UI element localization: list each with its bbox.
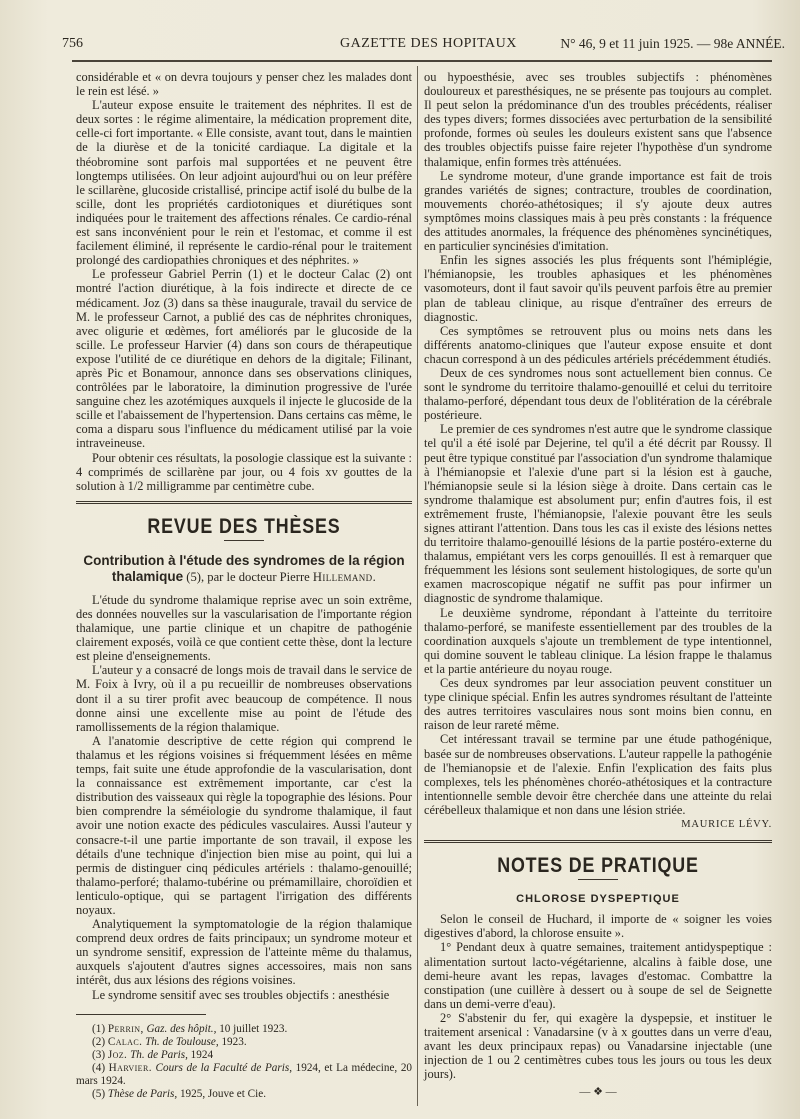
paragraph: L'auteur expose ensuite le traitement des néphrites. Il est de deux sortes : le régime alimentaire, la médication proprement dite, celle-ci fort importante. « Elle consiste, avant tout, dans le maintien de la diurèse et de la tonicité cardiaque. La digitale et la théobromine sont parfois mal supportées et ne peuvent être longtemps utilisées. On leur adjoint aujourd'hui ou on leur préfère le scillarène, glucoside cristallisé, principe actif isolé du bulbe de la scille, dont les propriétés cardiotoniques et diurétiques sont indiquées pour le traitement des affections rénales. Ce cardio-rénal est sans inconvénient pour le rein et l'estomac, et comme il est facilement éliminé, il représente le cardio-rénal pour le traitement prolongé des cardiopathies chroniques et des néphrites. » <box>76 98 412 268</box>
paragraph: Le premier de ces syndromes n'est autre que le syndrome classique tel qu'il a été isolé par Dejerine, tel qu'il a été décrit par Roussy. Il peut être typique constitué par l'association d'un syndrome thalamique à l'hémianopsie et l'alexie d'une part si la lésion est à gauche, l'hémianopsie seule si la lésion siège à droite. Dans certain cas le syndrome thalamique est absolument pur; enfin d'autres fois, il est extrêmement fruste, l'hémianopsie, l'alexie pouvant être les seuls signes attirant l'attention. Dans tous les cas il existe des lésions nettes du territoire thalamo-genouillé lésions de la partie postéro-externe du thalamus, empiétant vers les corps genouillés. Il est à remarquer que fréquemment les lésions sont seulement histologiques, de sorte qu'un examen macroscopique négatif ne suffit pas pour infirmer un diagnostic de syndrome thalamique. <box>424 422 772 606</box>
newspaper-title: GAZETTE DES HOPITAUX <box>340 36 517 51</box>
section-title-revue-des-theses: REVUE DES THÈSES <box>147 514 341 538</box>
article-heading <box>76 553 412 585</box>
author-signature: MAURICE LÉVY. <box>681 818 772 830</box>
paragraph: Le syndrome moteur, d'une grande importance est fait de trois grandes variétés de signes; contracture, troubles de coordination, mouvements choréo-athétosiques; il s'y ajoute deux autres symptômes moins classiques mais à peu près constants : la fréquence des attitudes anormales, la fréquence des phénomènes syncinétiques, en particulier syncinésies d'imitation. <box>424 168 772 254</box>
subheading: CHLOROSE DYSPEPTIQUE <box>516 893 680 906</box>
section-rule <box>76 501 412 504</box>
footnote: (2) Calac. Th. de Toulouse, 1923. <box>92 1035 247 1048</box>
left-column <box>76 70 412 1101</box>
paragraph: Selon le conseil de Huchard, il importe de « soigner les voies digestives d'abord, la chlorose ensuite ». <box>424 912 772 941</box>
paragraph: Le deuxième syndrome, répondant à l'atteinte du territoire thalamo-perforé, se manifeste essentiellement par des troubles de la coordination auxquels s'ajoute un tremblement de type intentionnel, qui domine souvent le tableau clinique. La lésion frappe le thalamus et la partie antérieure du noyau rouge. <box>424 605 772 676</box>
footnote: (1) Perrin, Gaz. des hôpit., 10 juillet 1923. <box>92 1022 288 1035</box>
paragraph: Le professeur Gabriel Perrin (1) et le docteur Calac (2) ont montré l'action diurétique, à la fois indirecte et directe de ce médicament. Joz (3) dans sa thèse inaugurale, travail du service de M. le professeur Carnot, a publié des cas de néphrites chroniques, avec oligurie et œdèmes, fort améliorés par le glucoside de la scille. Le professeur Harvier (4) dans son cours de thérapeutique expose l'utilité de ce diurétique en dehors de la digitale; Filinant, après Pic et Bonamour, annonce dans ses observations cliniques, contrôlées par le laboratoire, la diminution progressive de l'urée sanguine chez les azotémiques auxquels il injecte le glucoside de la scille et l'abaissement de l'hypertension. Dans certains cas même, le coma a disparu sous l'influence du médicament utilisé par la voie intraveineuse. <box>76 267 412 451</box>
paragraph: ou hypoesthésie, avec ses troubles subjectifs : phénomènes douloureux et paresthésiques, ne se présente pas toujours au complet. Il peut selon la prédominance d'un des troubles précédents, réaliser des types divers; formes dissociées avec perturbation de la sensibilité profonde, formes où seules les douleurs existent sans que l'absence des troubles objectifs puisse faire rejeter l'hypothèse d'un syndrome thalamique, enfin formes très atténuées. <box>424 70 772 169</box>
end-ornament-icon: — ❖ — <box>579 1086 617 1099</box>
paragraph: 2° S'abstenir du fer, qui exagère la dyspepsie, et instituer le traitement arsenical : Vanadarsine (v à x gouttes dans un verre d'eau, avant les deux principaux repas) ou Vanadarsine injectable (une injection de 1 ou 2 centimètres cubes tous les jours ou tous les deux jours). <box>424 1010 772 1082</box>
title-dash <box>578 879 618 880</box>
paragraph: considérable et « on devra toujours y penser chez les malades dont le rein est lésé. » <box>76 70 412 99</box>
paragraph: Analytiquement la symptomatologie de la région thalamique comprend deux ordres de faits principaux; un syndrome moteur et un syndrome sensitif, expression de l'atteinte même du thalamus, auxquels s'ajoutent d'autres signes accessoires, mais non sans intérêt, dus aux lésions des régions voisines. <box>76 917 412 988</box>
page-header <box>60 34 785 56</box>
paragraph: A l'anatomie descriptive de cette région qui comprend le thalamus et les régions voisines si fréquemment lésées en même temps, fait suite une étude approfondie de la vascularisation, dont la connaissance est extrêmement importante, car c'est la distribution des vaisseaux qui règle la topographie des lésions. Pour bien comprendre la séméiologie du syndrome thalamique, il faut avoir une notion exacte des pédicules vasculaires. Aussi l'auteur y consacre-t-il une partie importante de son travail, il expose les détails d'une technique d'injection bien mise au point, qui lui a permis de distinguer cinq pédicules artériels : thalamo-genouillé; thalamo-perforé; thalamo-tubérine ou prémamillaire, choroïdien et lenticulo-optique, qui se partagent l'irrigation des différents noyaux. <box>76 733 412 917</box>
title-dash <box>224 540 264 541</box>
footnote: (3) Joz. Th. de Paris, 1924 <box>92 1048 214 1061</box>
article-title: Contribution à l'étude des syndromes de la région thalamique <box>83 552 405 584</box>
footnotes <box>76 1023 412 1101</box>
paragraph: L'auteur y a consacré de longs mois de travail dans le service de M. Foix à Ivry, où il a pu recueillir de nombreuses observations dont il a su tirer profit avec beaucoup de compétence. Il nous donne ainsi une excellente mise au point de l'étude des ramollissements de la région thalamique. <box>76 663 412 734</box>
section-rule <box>424 840 772 843</box>
issue-info: N° 46, 9 et 11 juin 1925. — 98e ANNÉE. <box>560 36 785 51</box>
footnote: (4) Harvier. Cours de la Faculté de Paris, 1924, et La médecine, 20 mars 1924. <box>76 1061 413 1087</box>
article-ref: (5), par le docteur Pierre <box>186 569 310 584</box>
paragraph: Ces symptômes se retrouvent plus ou moins nets dans les différents anatomo-cliniques que l'auteur expose ensuite et dont chacun correspond à un des pédicules artériels précédemment étudiés. <box>424 323 772 366</box>
page-number: 756 <box>62 36 83 51</box>
paragraph: L'étude du syndrome thalamique reprise avec un soin extrême, des données nouvelles sur la vascularisation de l'importante région thalamique, une partie clinique et un chapitre de pathogénie clairement exposés, voilà ce que contient cette thèse, dont la lecture est pleine d'enseignements. <box>76 592 412 664</box>
paragraph: Ces deux syndromes par leur association peuvent constituer un type clinique spécial. Enfin les autres syndromes résultant de l'atteinte des autres territoires vasculaires nous sont moins bien connu, en raison de leur rareté même. <box>424 676 772 733</box>
right-column <box>424 70 772 1099</box>
paragraph: 1° Pendant deux à quatre semaines, traitement antidyspeptique : alimentation surtout lacto-végétarienne, alcalins à faible dose, une demi-heure avant les repas, lavages d'estomac. Combattre la constipation (une cuillère à dessert ou à soupe de sel de Seignette dans un demi-verre d'eau). <box>424 940 772 1011</box>
paragraph: Le syndrome sensitif avec ses troubles objectifs : anesthésie <box>92 987 390 1002</box>
section-title-notes-de-pratique: NOTES DE PRATIQUE <box>497 854 699 878</box>
column-divider <box>417 66 418 1106</box>
paragraph: Pour obtenir ces résultats, la posologie classique est la suivante : 4 comprimés de scillarène par jour, ou 4 fois xv gouttes de la solution à 1/2 milligramme par centimètre cube. <box>76 450 412 493</box>
footnote: (5) Thèse de Paris, 1925, Jouve et Cie. <box>92 1087 267 1100</box>
paragraph: Deux de ces syndromes nous sont actuellement bien connus. Ce sont le syndrome du territoire thalamo-genouillé et celui du territoire thalamo-perforé, dépendant tous deux de l'oblitération de la cérébrale postérieure. <box>424 365 772 423</box>
paragraph: Enfin les signes associés les plus fréquents sont l'hémiplégie, l'hémianopsie, les troubles aphasiques et les phénomènes vasomoteurs, dont il faut savoir qu'ils peuvent parfois être au premier plan de tableau clinique, au risque d'entraîner des erreurs de diagnostic. <box>424 253 772 324</box>
paragraph: Cet intéressant travail se termine par une étude pathogénique, basée sur de nombreuses observations. L'auteur rappelle la pathogénie de l'hemianopsie et de l'alexie. Enfin l'explication des faits plus complexes, tels les phénomènes choréo-athétosiques et la contracture intentionnelle semble devoir être cherchée dans une atteinte du relai cérébelleux thalamique et non dans une lésion striée. <box>424 732 773 817</box>
article-author: Hillemand. <box>312 569 377 584</box>
footnote-rule <box>76 1014 206 1015</box>
header-rule <box>72 60 772 62</box>
